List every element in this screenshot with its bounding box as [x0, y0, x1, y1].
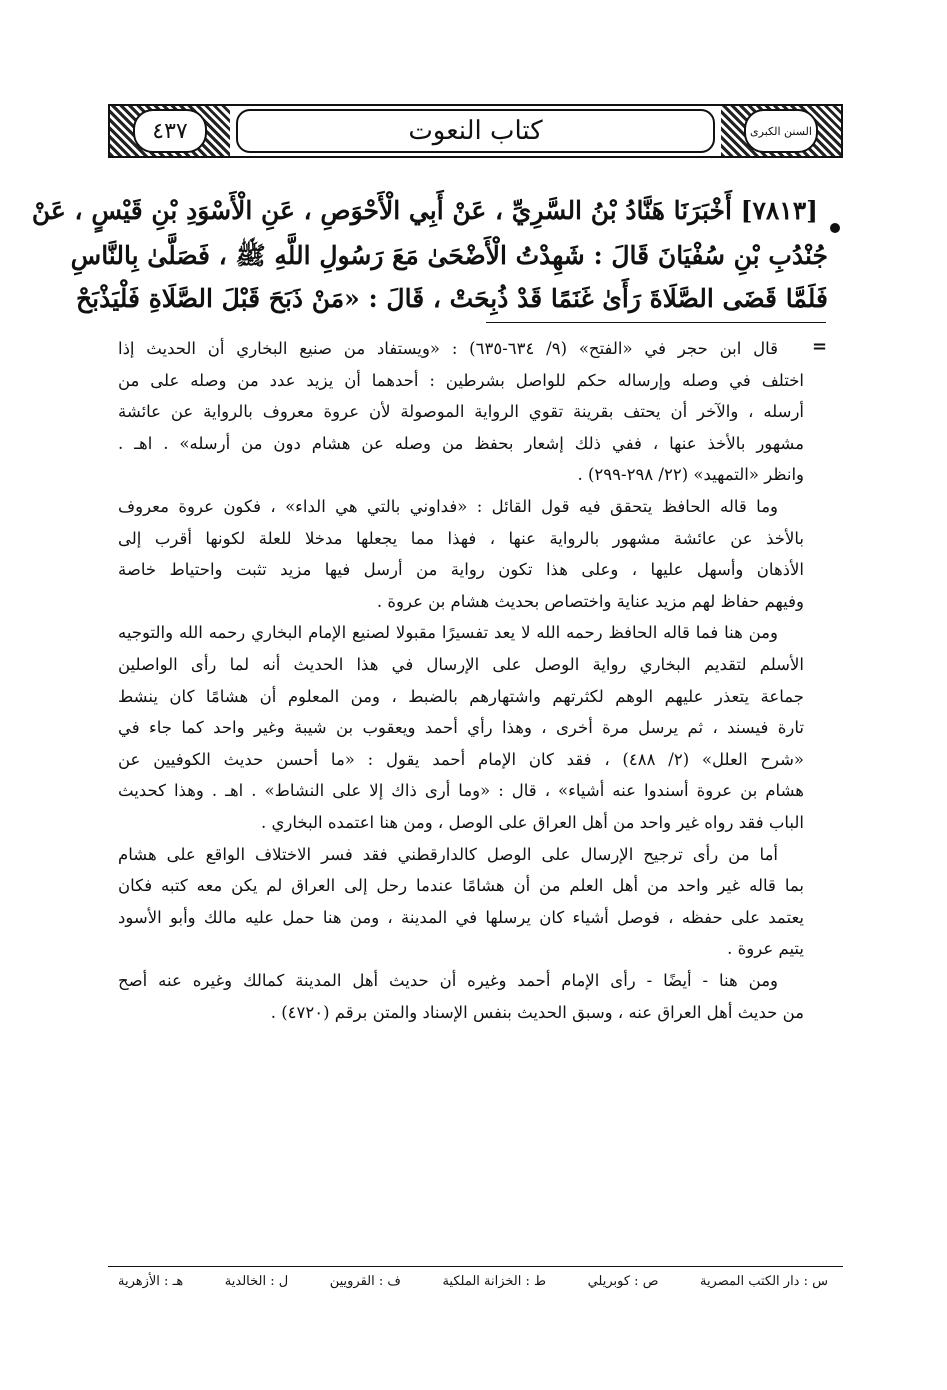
footnote-line: «شرح العلل» (٢/ ٤٨٨) ، فقد كان الإمام أحمد يقول : «ما أحسن حديث الكوفيين عن	[118, 749, 804, 769]
footnote-line: الأسلم لتقديم البخاري رواية الوصل على الإرسال في هذا الحديث أنه لما رأى الواصلين	[118, 655, 804, 674]
hadith-line: فَلَمَّا قَضَى الصَّلَاةَ رَأَىٰ غَنَمًا قَدْ ذُبِحَتْ ، قَالَ : «مَنْ ذَبَحَ قَبْلَ الصَّلَاةِ فَلْيَذْبَحْ	[76, 284, 828, 313]
footnote-line: الأذهان وأسهل عليها ، وعلى هذا تكون رواية من أرسل فيها مزيد تثبت واحتياط خاصة	[118, 560, 804, 580]
legend-item: هـ : الأزهرية	[118, 1274, 184, 1289]
book-title: كتاب النعوت	[236, 109, 715, 153]
hadith-bullet-icon	[830, 223, 840, 233]
header-ornament-left	[110, 106, 230, 156]
page-header	[108, 104, 843, 158]
hadith-line: [٧٨١٣] أَخْبَرَنَا هَنَّادُ بْنُ السَّرِيِّ ، عَنْ أَبِي الْأَحْوَصِ ، عَنِ الْأَسْوَدِ بْنِ قَيْسٍ ، عَنْ	[31, 196, 818, 225]
footnote-line: قال ابن حجر في «الفتح» (٩/ ٦٣٤-٦٣٥) : «ويستفاد من صنيع البخاري أن الحديث إذا	[118, 339, 778, 358]
footnote-line: أرسله ، والآخر أن يحتف بقرينة تقوي الرواية الموصولة لأن عروة معروف بالرواية عن عائشة	[118, 402, 804, 422]
legend-item: س : دار الكتب المصرية	[699, 1274, 828, 1289]
footnote-line: الباب فقد رواه غير واحد من أهل العراق على الوصل ، ومن هنا اعتمده البخاري .	[260, 813, 804, 832]
footnote-line: يعتمد على حفظه ، فوصل أشياء كان يرسلها في المدينة ، ومن هنا حمل عليه مالك وأبو الأسود	[118, 907, 804, 927]
footnote-continuation-marker: =	[812, 336, 828, 357]
legend-separator	[108, 1266, 843, 1267]
footnote-line: أما من رأى ترجيح الإرسال على الوصل كالدارقطني فقد فسر الاختلاف الواقع على هشام	[118, 844, 778, 864]
footnote-line: وما قاله الحافظ يتحقق فيه قول القائل : «فداوني بالتي هي الداء» ، فكون عروة معروف	[118, 497, 778, 516]
footnote-line: بالأخذ عن عائشة مشهور بالرواية عنها ، فهذا مما يجعلها مدخلا للعلة لكونها أقرب إلى	[118, 528, 804, 548]
footnote-line: وانظر «التمهيد» (٢٢/ ٢٩٨-٢٩٩) .	[577, 465, 804, 485]
footnote-line: جماعة يتعذر عليهم الوهم لكثرتهم واشتهارهم بالضبط ، ومن المعلوم أن هشامًا كان ينشط	[118, 686, 804, 706]
page-number: ٤٣٧	[133, 109, 207, 153]
footnote-line: اختلف في وصله وإرساله حكم للواصل بشرطين : أحدهما أن يزيد عدد من وصله على من	[118, 370, 804, 390]
legend-item: ف : القرويين	[329, 1274, 401, 1289]
header-ornament-right	[721, 106, 841, 156]
footnote-line: تارة فيسند ، ثم يرسل مرة أخرى ، وهذا رأي أحمد ويعقوب بن شيبة وغير واحد كما جاء في	[118, 718, 804, 738]
footnote-separator	[486, 322, 826, 323]
footnote-line: ومن هنا - أيضًا - رأى الإمام أحمد وغيره أن حديث أهل المدينة كمالك وغيره عنه أصح	[118, 971, 778, 990]
hadith-line: جُنْدُبِ بْنِ سُفْيَانَ قَالَ : شَهِدْتُ الْأَضْحَىٰ مَعَ رَسُولِ اللَّهِ ﷺ ، فَصَلَّىٰ بِالنَّاسِ	[70, 241, 828, 270]
legend-item: ط : الخزانة الملكية	[442, 1274, 547, 1289]
footnote-line: يتيم عروة .	[727, 939, 804, 959]
footnote-line: ومن هنا فما قاله الحافظ رحمه الله لا يعد تفسيرًا مقبولا لصنيع الإمام البخاري رحمه الله والتوجيه	[118, 623, 778, 643]
footnote-line: من حديث أهل العراق عنه ، وسبق الحديث بنفس الإسناد والمتن برقم (٤٧٢٠) .	[270, 1002, 804, 1022]
legend-item: ل : الخالدية	[224, 1274, 289, 1289]
series-logo: السنن الكبرى	[744, 109, 818, 153]
footnote-line: بما قاله غير واحد من أهل العلم من أن هشامًا عندما رحل إلى العراق لم يكن معه كتبه فكان	[118, 876, 804, 896]
legend-item: ص : كوبريلي	[587, 1274, 659, 1289]
footnote-line: وفيهم حفاظ لهم مزيد عناية واختصاص بحديث هشام بن عروة .	[376, 591, 804, 611]
manuscript-legend	[118, 1274, 828, 1289]
footnote-line: هشام بن عروة أسندوا عنه أشياء» ، قال : «وما أرى ذاك إلا على النشاط» . اهـ . وهذا كحديث	[118, 781, 804, 801]
footnote-line: مشهور بالأخذ عنها ، ففي ذلك إشعار بحفظ من وصله عن هشام دون من أرسله» . اهـ .	[118, 433, 804, 453]
